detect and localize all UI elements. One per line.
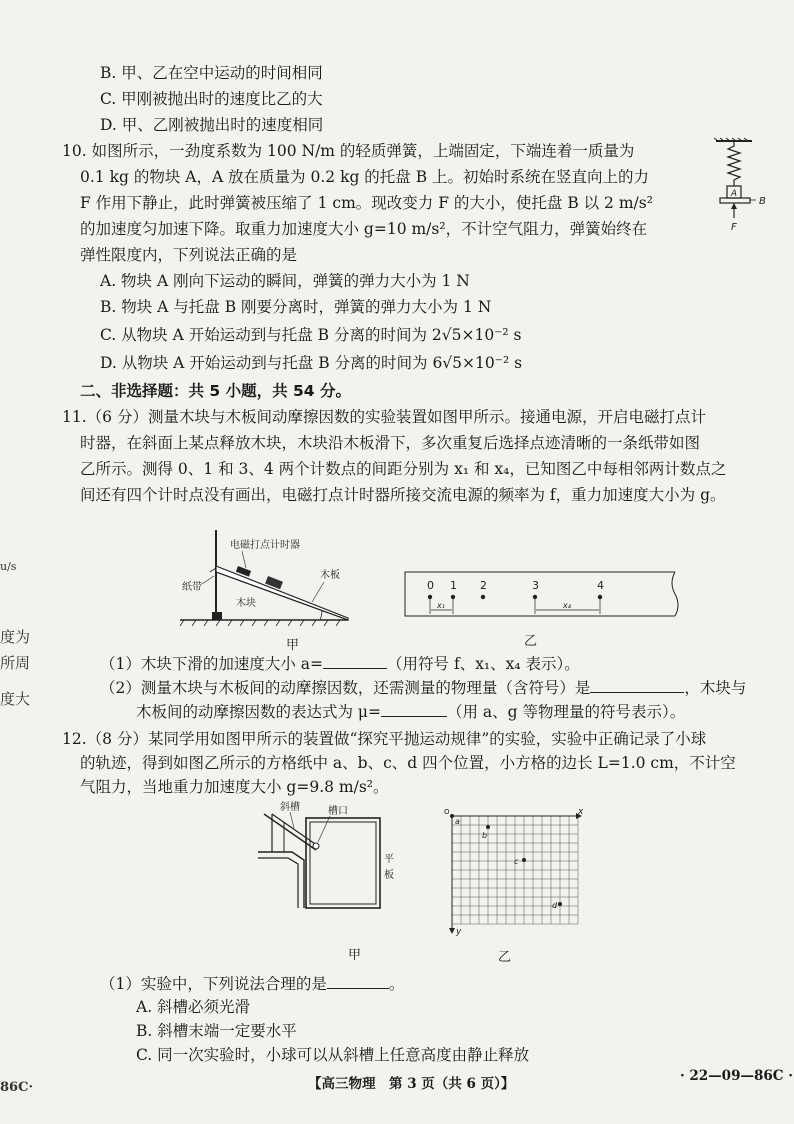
- block-label: 木块: [236, 598, 256, 609]
- q12-answer-1[interactable]: [327, 972, 389, 989]
- q10-line-4: 的加速度匀加速下降。取重力加速度大小 g=10 m/s²，不计空气阻力，弹簧始终在: [80, 220, 648, 238]
- q11-answer-2a[interactable]: [590, 676, 684, 693]
- tape-label-1: 1: [450, 579, 457, 592]
- grid-y-axis-label: y: [456, 927, 462, 937]
- plate-label-1: 平: [384, 854, 394, 865]
- tray-b-label: B: [759, 196, 766, 207]
- q11-sub-2-cont: [136, 700, 685, 723]
- edge-fragment-2: 度为: [0, 628, 31, 646]
- section-2-heading: 二、非选择题：共 5 小题，共 54 分。: [80, 382, 351, 400]
- q12-figure-b-caption: 乙: [498, 950, 512, 965]
- point-b-label: b: [482, 831, 488, 840]
- q11-figure-a-caption: 甲: [286, 638, 300, 653]
- point-a-label: a: [455, 817, 460, 826]
- q11-line-2: 时器，在斜面上某点释放木块，木块沿木板滑下，多次重复后选择点迹清晰的一条纸带如图: [80, 434, 701, 452]
- tape-label-0: 0: [427, 579, 434, 592]
- board-label: 木板: [320, 570, 340, 581]
- q11-sub-2-text-c: 木板间的动摩擦因数的表达式为 μ=: [136, 703, 381, 721]
- q11-sub-1: [100, 652, 580, 675]
- q11-answer-2b[interactable]: [381, 700, 447, 717]
- tape-label: 纸带: [182, 582, 202, 593]
- force-f-label: F: [731, 222, 737, 233]
- spring-figure: [712, 138, 782, 234]
- plate-label-2: 板: [384, 870, 394, 881]
- prev-option-d: D. 甲、乙刚被抛出时的速度相同: [100, 116, 324, 134]
- q11-figure-b-caption: 乙: [524, 634, 538, 649]
- tape-point-2: [481, 595, 485, 599]
- grid-origin-label: O: [444, 808, 450, 816]
- grid-trajectory-figure: [440, 800, 590, 940]
- q12-figure-a-caption: 甲: [348, 948, 362, 963]
- q12-sub-1-end: 。: [388, 975, 405, 993]
- paper-tape-figure: [405, 572, 680, 622]
- q12-sub-1-text: （1）实验中，下列说法合理的是: [100, 975, 327, 993]
- q12-line-1: 12.（8 分）某同学用如图甲所示的装置做“探究平抛运动规律”的实验，实验中正确记录了小球: [62, 730, 707, 748]
- q11-sub-1-hint: （用符号 f、x₁、x₄ 表示）。: [387, 655, 580, 673]
- mouth-label: 槽口: [328, 806, 348, 817]
- q12-sub-1: [100, 972, 404, 995]
- q10-option-d: D. 从物块 A 开始运动到与托盘 B 分离的时间为 6√5×10⁻² s: [100, 354, 523, 372]
- incline-apparatus-figure: [180, 520, 370, 640]
- q10-line-3: F 作用下静止，此时弹簧被压缩了 1 cm。现改变力 F 的大小，使托盘 B 以 2 m/s²: [80, 194, 653, 212]
- point-b: [486, 825, 490, 829]
- q11-answer-1[interactable]: [323, 652, 387, 669]
- point-c: [522, 858, 526, 862]
- q10-line-2: 0.1 kg 的物块 A，A 放在质量为 0.2 kg 的托盘 B 上。初始时系统在竖直向上的力: [80, 168, 650, 186]
- tape-label-2: 2: [480, 579, 487, 592]
- point-d-label: d: [552, 901, 558, 910]
- q11-sub-1-text: （1）木块下滑的加速度大小 a=: [100, 655, 324, 673]
- chute-label: 斜槽: [280, 802, 300, 813]
- q11-sub-2-text-b: ，木块与: [684, 679, 747, 697]
- prev-option-b: B. 甲、乙在空中运动的时间相同: [100, 64, 323, 82]
- x1-label: x₁: [437, 601, 445, 610]
- q11-line-4: 间还有四个计时点没有画出，电磁打点计时器所接交流电源的频率为 f，重力加速度大小为 g。: [80, 486, 726, 504]
- q10-line-1: 10. 如图所示，一劲度系数为 100 N/m 的轻质弹簧，上端固定，下端连着一质量为: [62, 142, 635, 160]
- timer-label: 电磁打点计时器: [230, 540, 300, 551]
- projectile-apparatus-figure: [258, 802, 398, 912]
- q12-option-a: A. 斜槽必须光滑: [136, 998, 251, 1016]
- q11-line-3: 乙所示。测得 0、1 和 3、4 两个计数点的间距分别为 x₁ 和 x₄，已知图乙中每相邻两计数点之: [80, 460, 727, 478]
- point-d: [558, 902, 562, 906]
- q12-option-c: C. 同一次实验时，小球可以从斜槽上任意高度由静止释放: [136, 1046, 530, 1064]
- q11-sub-2-text: （2）测量木块与木板间的动摩擦因数，还需测量的物理量（含符号）是: [100, 679, 591, 697]
- q11-sub-2: [100, 676, 746, 699]
- q10-line-5: 弹性限度内，下列说法正确的是: [80, 246, 298, 264]
- tape-label-4: 4: [597, 579, 604, 592]
- q10-option-c: C. 从物块 A 开始运动到与托盘 B 分离的时间为 2√5×10⁻² s: [100, 326, 522, 344]
- q11-line-1: 11.（6 分）测量木块与木板间动摩擦因数的实验装置如图甲所示。接通电源，开启电磁打点计: [62, 408, 706, 426]
- point-a: [450, 814, 454, 818]
- q12-line-3: 气阻力，当地重力加速度大小 g=9.8 m/s²。: [80, 778, 389, 796]
- q10-option-b: B. 物块 A 与托盘 B 刚要分离时，弹簧的弹力大小为 1 N: [100, 298, 492, 316]
- page-footer-center: 【高三物理 第 3 页（共 6 页）】: [308, 1076, 515, 1092]
- q12-option-b: B. 斜槽末端一定要水平: [136, 1022, 297, 1040]
- edge-fragment-4: 度大: [0, 690, 31, 708]
- grid-x-axis-label: x: [578, 807, 584, 817]
- edge-fragment-1: u/s: [0, 560, 17, 573]
- edge-fragment-3: 所周: [0, 654, 31, 672]
- edge-fragment-5: 86C·: [0, 1080, 33, 1095]
- q10-option-a: A. 物块 A 刚向下运动的瞬间，弹簧的弹力大小为 1 N: [100, 272, 470, 290]
- prev-option-c: C. 甲刚被抛出时的速度比乙的大: [100, 90, 323, 108]
- x4-label: x₄: [563, 601, 571, 610]
- q12-line-2: 的轨迹，得到如图乙所示的方格纸中 a、b、c、d 四个位置，小方格的边长 L=1.0 cm，不计空: [80, 754, 736, 772]
- q11-sub-2-hint: （用 a、g 等物理量的符号表示）。: [447, 703, 686, 721]
- tape-label-3: 3: [532, 579, 539, 592]
- point-c-label: c: [514, 857, 519, 866]
- page-footer-right: · 22—09—86C ·: [680, 1068, 793, 1084]
- block-a-label: A: [730, 189, 738, 199]
